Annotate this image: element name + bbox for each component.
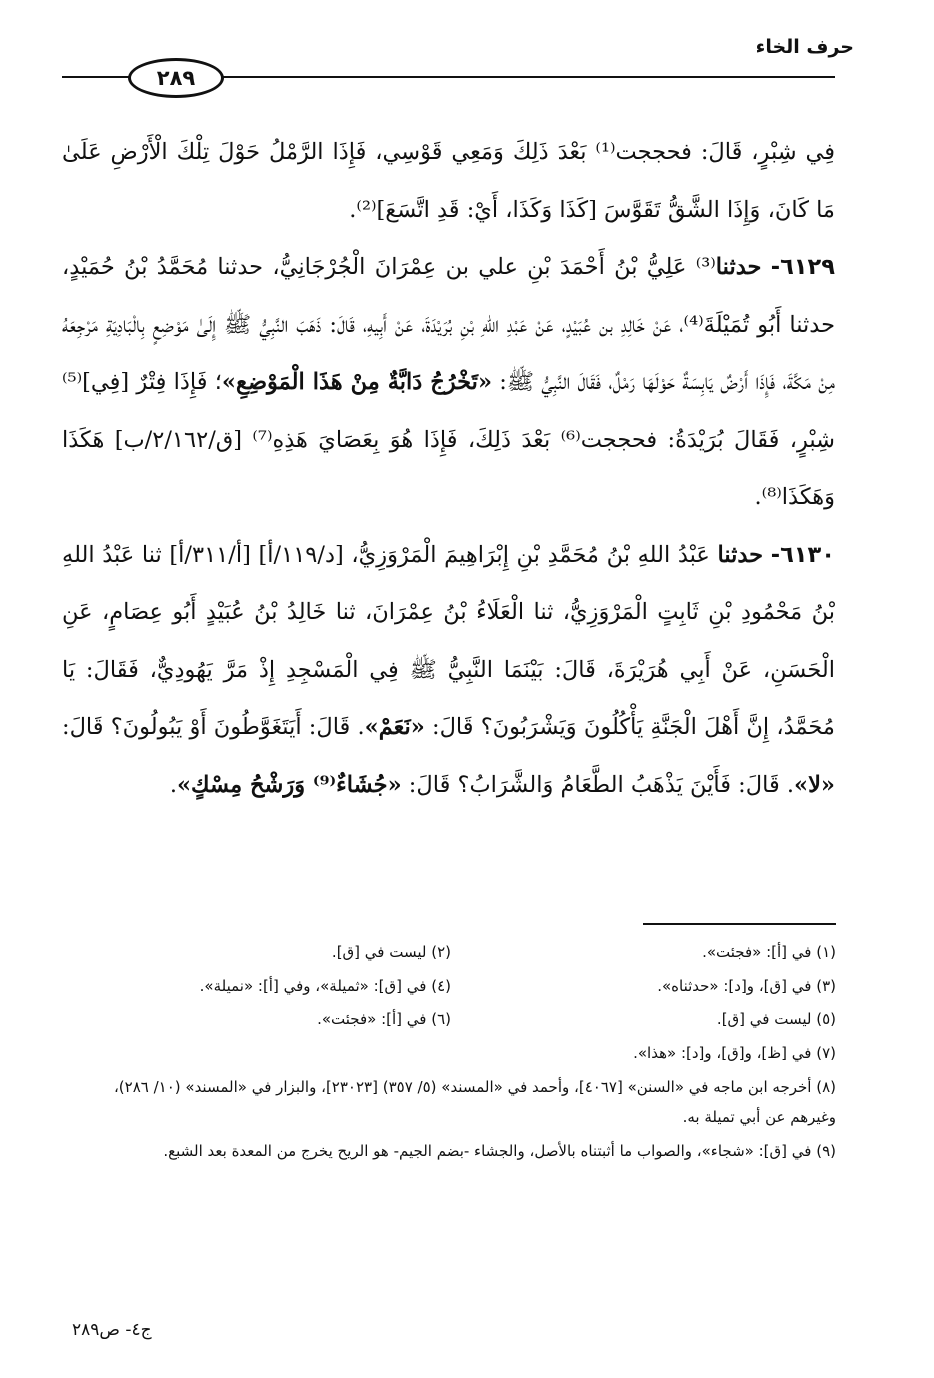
hadith-text: ⁽³⁾ عَلِيُّ بْنُ أَحْمَدَ بْنِ علي بن عِمْرَانَ الْجُرْجَانِيُّ، حدثنا مُحَمَّدُ بْنُ حُمَيْدٍ، حدثنا أَبُو تُمَيْلَةَ⁽⁴⁾، عَنْ خَالِدِ بن عُبَيْدٍ، عَنْ عَبْدِ اللهِ بْنِ بُرَيْدَةَ، عَنْ أَبِيهِ، قَالَ: ذَهَبَ النَّبِيُّ ﷺ إِلَىٰ مَوْضِعٍ بِالْبَادِيَةِ مَرْجِعَهُ مِنْ مَكَّةَ، فَإِذَا أَرْضٌ يَابِسَةٌ حَوْلَهَا رَمْلٌ، فَقَالَ النَّبِيُّ ﷺ: (62, 254, 835, 395)
footnote-grid (96, 936, 836, 1037)
paragraph-continuation: فِي شِبْرٍ، قَالَ: فحججت⁽¹⁾ بَعْدَ ذَلِكَ وَمَعِي قَوْسِي، فَإِذَا الرَّمْلُ حَوْلَ تِلْكَ الْأَرْضِ عَلَىٰ مَا كَانَ، وَإِذَا الشَّقُّ تَقَوَّسَ [كَذَا وَكَذَا، أَيْ: قَدِ اتَّسَعَ]⁽²⁾. (62, 139, 835, 223)
footnotes (96, 936, 836, 1168)
hadith-narration-label: حدثنا (717, 541, 764, 568)
page-number-badge (128, 58, 224, 98)
main-text (62, 124, 835, 814)
footnote-2: (٢) ليست في [ق]. (331, 943, 451, 961)
hadith-6130 (62, 527, 835, 815)
page-number: ٢٨٩ (156, 66, 196, 90)
footnote-1: (١) في [أ]: «فجئت». (702, 943, 836, 961)
footnote-5: (٥) ليست في [ق]. (716, 1010, 836, 1028)
hadith-narration-label: حدثنا (715, 254, 762, 280)
hadith-number: ٦١٣٠- (770, 541, 836, 568)
prophetic-answer: «جُشَاءٌ⁽⁹⁾ وَرَشْحُ مِسْكٍ» (176, 771, 402, 798)
chapter-title: حرف الخاء (755, 36, 854, 58)
hadith-text: عَبْدُ اللهِ بْنُ مُحَمَّدِ بْنِ إِبْرَاهِيمَ الْمَرْوَزِيُّ، [د/١١٩/أ] [أ/٣١١/أ] ثنا عَبْدُ اللهِ بْنُ مَحْمُودِ بْنِ ثَابِتٍ الْمَرْوَزِيُّ، ثنا الْعَلَاءُ بْنُ عِمْرَانَ، ثنا خَالِدُ بْنُ عُبَيْدٍ أَبُو عِصَامٍ، عَنِ الْحَسَنِ، عَنْ أَبِي هُرَيْرَةَ، قَالَ: بَيْنَمَا النَّبِيُّ ﷺ فِي الْمَسْجِدِ إِذْ مَرَّ يَهُودِيٌّ، فَقَالَ: يَا مُحَمَّدُ، إِنَّ أَهْلَ الْجَنَّةِ يَأْكُلُونَ وَيَشْرَبُونَ؟ قَالَ: (62, 541, 835, 740)
hadith-text: ؛ فَإِذَا فِتْرٌ [فِي]⁽⁵⁾ شِبْرٍ، فَقَالَ بُرَيْدَةُ: فحججت⁽⁶⁾ بَعْدَ ذَلِكَ، فَإِذَا هُوَ بِعَصَايَ هَذِهِ⁽⁷⁾ [ق/٢/١٦٢/ب] هَكَذَا وَهَكَذَا⁽⁸⁾. (62, 369, 836, 510)
prophetic-answer: «لا» (794, 771, 835, 798)
hadith-text: . قَالَ: فَأَيْنَ يَذْهَبُ الطَّعَامُ وَالشَّرَابُ؟ قَالَ: (401, 771, 795, 798)
hadith-number: ٦١٢٩- (770, 254, 836, 280)
hadith-text: . قَالَ: أَيَتَغَوَّطُونَ أَوْ يَبُولُونَ؟ قَالَ: (62, 714, 365, 740)
volume-page-signature: ج٤- ص٢٨٩ (72, 1320, 152, 1340)
prophetic-quote: «تَخْرُجُ دَابَّةٌ مِنْ هَذَا الْمَوْضِعِ» (221, 369, 493, 395)
hadith-6129 (62, 239, 835, 527)
footnote-4: (٤) في [ق]: «ثميلة»، وفي [أ]: «نميلة». (199, 976, 451, 995)
footnote-8: (٨) أخرجه ابن ماجه في «السنن» [٤٠٦٧]، وأحمد في «المسند» (٥/ ٣٥٧) [٢٣٠٢٣]، والبزار في «المسند» (١٠/ ٢٨٦)، وغيرهم عن أبي تميلة به. (113, 1078, 836, 1126)
footnote-3: (٣) في [ق]، و[د]: «حدثناه». (657, 976, 836, 995)
footnote-7: (٧) في [ظ]، و[ق]، و[د]: «هذا». (633, 1043, 836, 1062)
footnote-6: (٦) في [أ]: «فجئت». (317, 1010, 451, 1028)
hadith-text: . (169, 771, 177, 798)
footnote-9: (٩) في [ق]: «شجاء»، والصواب ما أثبتناه بالأصل، والجشاء -بضم الجيم- هو الريح يخرج من المعدة بعد الشبع. (163, 1142, 836, 1160)
prophetic-answer: «نَعَمْ» (364, 714, 425, 740)
footnote-rule (643, 923, 836, 925)
